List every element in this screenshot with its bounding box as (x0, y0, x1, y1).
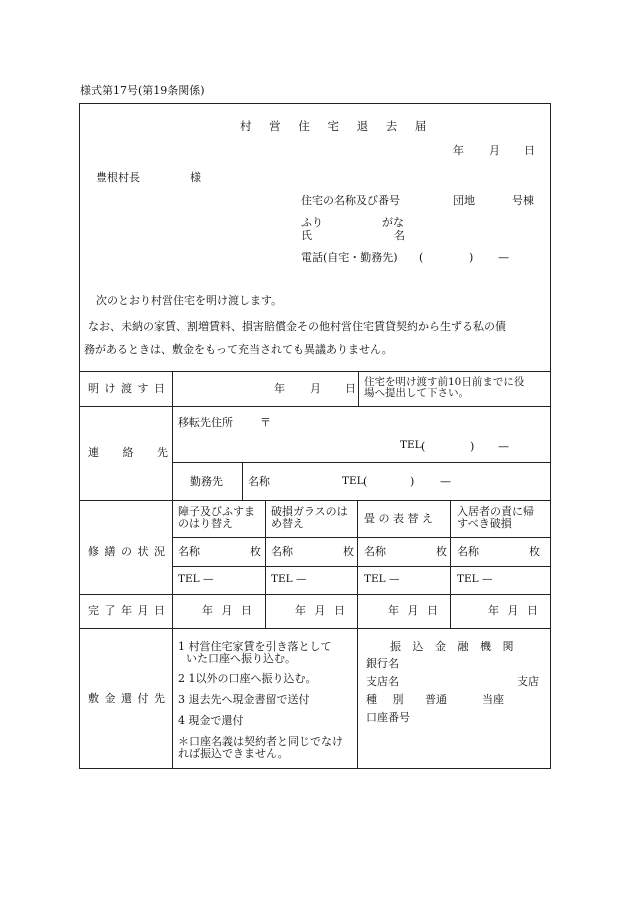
addressee-name: 豊根村長 (96, 171, 140, 184)
workplace-tel-open: ( (363, 475, 368, 488)
repair-col1-line2: のはり替え (178, 517, 233, 530)
completion-col2: 年 月 日 (295, 604, 345, 617)
repair-col4-name: 名称 (457, 545, 479, 558)
date-year: 年 (453, 144, 464, 157)
repair-col2-unit: 枚 (343, 545, 354, 558)
postal-mark: 〒 (260, 416, 271, 429)
completion-col4: 年 月 日 (488, 604, 538, 617)
house-label: 住宅の名称及び番号 (301, 194, 400, 207)
repair-col1-unit: 枚 (250, 545, 261, 558)
statement-line3: 務があるときは、敷金をもって充当されても異議ありません。 (84, 343, 393, 356)
repair-col3-name: 名称 (364, 545, 386, 558)
phone-label: 電話(自宅・勤務先) (301, 251, 398, 264)
deposit-note-line1: ＊口座名義は契約者と同じでなけ (178, 735, 343, 748)
contact-tel-dash: — (498, 440, 509, 453)
handover-label: 明 け 渡 す 日 (88, 382, 166, 395)
house-danchi: 団地 (453, 194, 475, 207)
deposit-option1-line1: 1 村営住宅家賃を引き落として (178, 640, 332, 653)
workplace-name-label: 名称 (248, 475, 270, 488)
completion-label: 完 了 年 月 日 (88, 604, 166, 617)
repair-col3-tel: TEL — (364, 573, 400, 585)
form-number: 様式第17号(第19条関係) (80, 84, 205, 97)
account-type-futsu: 普通 (425, 693, 447, 706)
bank-name-label: 銀行名 (366, 657, 399, 670)
handover-note-line1: 住宅を明け渡す前10日前までに役 (364, 376, 525, 388)
repair-col1-name: 名称 (178, 545, 200, 558)
form-title: 村 営 住 宅 退 去 届 (240, 119, 434, 133)
workplace-label: 勤務先 (190, 475, 223, 488)
phone-open: ( (419, 251, 424, 264)
contact-tel-open: ( (421, 440, 426, 453)
repair-col1-tel: TEL — (178, 573, 214, 585)
deposit-label: 敷 金 還 付 先 (88, 692, 166, 705)
withdrawal-form (79, 103, 551, 769)
branch-label: 支店名 (366, 675, 399, 688)
workplace-tel-label: TEL (342, 475, 364, 487)
addressee-honorific: 様 (190, 171, 201, 184)
repair-col2-name: 名称 (271, 545, 293, 558)
repair-col4-line2: すべき破損 (457, 517, 512, 530)
handover-month: 月 (310, 382, 321, 395)
repair-label: 修 繕 の 状 況 (88, 545, 166, 558)
contact-label: 連 絡 先 (88, 446, 178, 459)
handover-note-line2: 場へ提出して下さい。 (364, 387, 469, 399)
name-mei: 名 (394, 229, 405, 242)
repair-col2-line1: 破損ガラスのは (271, 505, 348, 518)
bank-header: 振 込 金 融 機 関 (390, 640, 518, 653)
repair-col4-unit: 枚 (529, 545, 540, 558)
statement-line1: 次のとおり村営住宅を明け渡します。 (96, 294, 283, 307)
deposit-option4: 4 現金で還付 (178, 714, 244, 727)
phone-dash: — (498, 251, 509, 264)
repair-col4-tel: TEL — (457, 573, 493, 585)
repair-col3-line1: 畳 の 表 替 え (364, 512, 433, 525)
handover-day: 日 (345, 382, 356, 395)
name-shi: 氏 (301, 229, 312, 242)
date-month: 月 (489, 144, 500, 157)
repair-col2-tel: TEL — (271, 573, 307, 585)
date-day: 日 (524, 144, 535, 157)
workplace-tel-close: ) (410, 475, 415, 488)
furigana-gana: がな (382, 216, 404, 229)
furigana-furi: ふり (301, 216, 323, 229)
new-address-label: 移転先住所 (178, 416, 233, 429)
handover-year: 年 (274, 382, 285, 395)
completion-col1: 年 月 日 (202, 604, 252, 617)
contact-tel-close: ) (470, 440, 475, 453)
statement-line2: なお、未納の家賃、割増賃料、損害賠償金その他村営住宅賃貸契約から生ずる私の債 (88, 320, 506, 333)
repair-col3-unit: 枚 (436, 545, 447, 558)
repair-col4-line1: 入居者の責に帰 (457, 505, 534, 518)
house-gotou: 号棟 (512, 194, 534, 207)
repair-col2-line2: め替え (271, 517, 304, 530)
completion-col3: 年 月 日 (388, 604, 438, 617)
account-number-label: 口座番号 (366, 711, 410, 724)
repair-col1-line1: 障子及びふすま (178, 505, 255, 518)
deposit-note-line2: れば振込できません。 (178, 747, 289, 760)
contact-tel-label: TEL (400, 439, 422, 451)
account-type-label: 種 別 (366, 693, 404, 706)
branch-suffix: 支店 (517, 675, 539, 688)
workplace-tel-dash: — (440, 475, 451, 488)
phone-close: ) (469, 251, 474, 264)
deposit-option3: 3 退去先へ現金書留で送付 (178, 693, 310, 706)
deposit-option1-line2: いた口座へ振り込む。 (186, 652, 296, 665)
account-type-touza: 当座 (482, 693, 504, 706)
deposit-option2: 2 1以外の口座へ振り込む。 (178, 672, 317, 685)
